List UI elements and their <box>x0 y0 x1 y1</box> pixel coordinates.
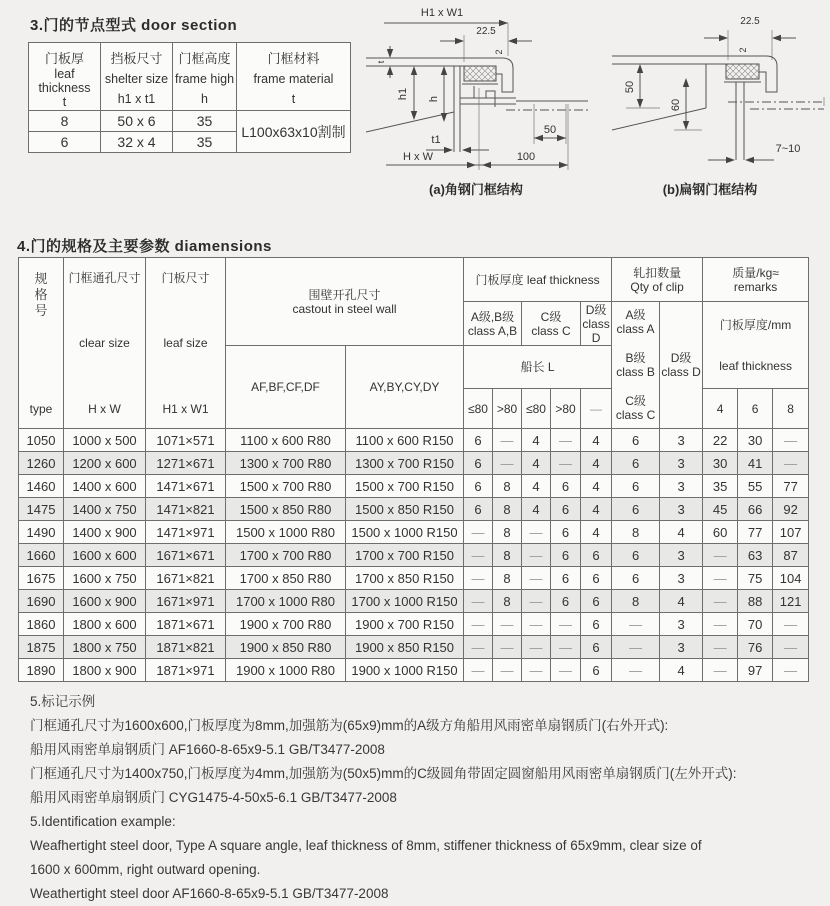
cell: 8 <box>493 521 522 544</box>
castout-en: castout in steel wall <box>292 301 397 316</box>
diagram-flat-steel-frame <box>598 2 830 200</box>
cell: 121 <box>773 590 809 613</box>
cell: — <box>703 613 738 636</box>
cell: 4 <box>581 521 612 544</box>
col-th-8: 8 <box>773 389 809 429</box>
cell: — <box>773 659 809 682</box>
cell: 1471×971 <box>146 521 226 544</box>
cell: 1660 <box>19 544 64 567</box>
cell: 1700 x 1000 R80 <box>226 590 346 613</box>
col-le80-c: ≤80 <box>522 389 551 429</box>
leaf-mm-zh: 门板厚度/mm <box>719 317 792 332</box>
cell: 6 <box>581 636 612 659</box>
dim-label-h1w1: H1 x W1 <box>420 7 464 19</box>
cell: — <box>773 613 809 636</box>
cell: 4 <box>581 452 612 475</box>
cell: 55 <box>738 475 773 498</box>
clip-c-en: class C <box>615 408 656 422</box>
cell: 107 <box>773 521 809 544</box>
cell: 6 <box>612 544 660 567</box>
leaf-sym: H1 x W1 <box>162 401 209 416</box>
col-d-dash: — <box>581 389 612 429</box>
cell: — <box>612 613 660 636</box>
cell: 104 <box>773 567 809 590</box>
cell: 1700 x 850 R80 <box>226 567 346 590</box>
cell: 1700 x 850 R150 <box>346 567 464 590</box>
remarks-en: remarks <box>733 279 778 294</box>
remarks-zh: 质量/kg≈ <box>732 265 779 280</box>
cell: 6 <box>551 475 581 498</box>
cell: 3 <box>660 475 703 498</box>
col-castout-ay: AY,BY,CY,DY <box>346 346 464 429</box>
cell: 1800 x 600 <box>64 613 146 636</box>
cell: 8 <box>493 498 522 521</box>
diagram-a-caption: (a)角钢门框结构 <box>429 182 523 197</box>
cell: 1471×821 <box>146 498 226 521</box>
table-row <box>19 429 809 452</box>
cell: — <box>551 452 581 475</box>
class-c-zh: C级 <box>540 309 562 324</box>
col-label-sym: h1 x t1 <box>117 91 156 106</box>
col-shelter-size <box>101 43 173 111</box>
cell: 8 <box>29 111 101 132</box>
cell: 97 <box>738 659 773 682</box>
table-row <box>19 475 809 498</box>
thickness-en: leaf thickness <box>526 272 600 287</box>
cell: — <box>464 567 493 590</box>
cell: — <box>551 429 581 452</box>
cell: 1500 x 850 R150 <box>346 498 464 521</box>
clip-a-zh: A级 <box>625 308 646 322</box>
cell: 6 <box>612 498 660 521</box>
clip-a-en: class A <box>616 322 655 336</box>
cell: 1700 x 1000 R150 <box>346 590 464 613</box>
gasket-hatch <box>464 66 496 81</box>
clip-b-en: class B <box>616 365 655 379</box>
text-line: 船用风雨密单扇钢质门 AF1660-8-65x9-5.1 GB/T3477-2008 <box>30 742 385 757</box>
col-leaf-mm <box>703 302 809 389</box>
cell: — <box>551 636 581 659</box>
cell: 1500 x 700 R150 <box>346 475 464 498</box>
col-clip-d <box>660 302 703 429</box>
cell: 4 <box>522 452 551 475</box>
cell: 6 <box>581 613 612 636</box>
cell: 1900 x 1000 R80 <box>226 659 346 682</box>
cell: 6 <box>581 659 612 682</box>
cell: 8 <box>493 567 522 590</box>
frame-material-cell: L100x63x10割制 <box>237 111 351 153</box>
dim-label-t1: t1 <box>431 134 441 146</box>
cell: — <box>493 429 522 452</box>
clip-d-zh: D级 <box>670 351 692 365</box>
class-ab-en: class A,B <box>467 323 518 338</box>
cell: 1900 x 1000 R150 <box>346 659 464 682</box>
col-castout-af: AF,BF,CF,DF <box>226 346 346 429</box>
dim-label-h: h <box>428 95 440 103</box>
col-remarks-group <box>703 258 809 302</box>
cell: — <box>773 636 809 659</box>
text-line: 门框通孔尺寸为1600x600,门板厚度为8mm,加强筋为(65x9)mm的A级方角船用风雨密单扇钢质门(右外开式): <box>30 718 669 733</box>
cell: 8 <box>493 590 522 613</box>
cell: 6 <box>581 590 612 613</box>
col-class-d <box>581 302 612 346</box>
identification-examples <box>30 690 816 906</box>
table-row <box>19 521 809 544</box>
col-leaf-thickness <box>29 43 101 111</box>
table-row <box>19 590 809 613</box>
table-row <box>19 452 809 475</box>
cell: 1900 x 850 R80 <box>226 636 346 659</box>
col-label-en: frame high <box>174 72 235 86</box>
cell: — <box>464 613 493 636</box>
cell: 3 <box>660 613 703 636</box>
cell: 88 <box>738 590 773 613</box>
cell: 35 <box>173 132 237 153</box>
cell: 1600 x 750 <box>64 567 146 590</box>
cell: 63 <box>738 544 773 567</box>
col-castout <box>226 258 464 346</box>
cell: 4 <box>660 590 703 613</box>
cell: 1800 x 750 <box>64 636 146 659</box>
clip-en: Qty of clip <box>630 279 684 294</box>
dim-label-2: 2 <box>738 47 748 53</box>
cell: — <box>703 544 738 567</box>
cell: — <box>612 659 660 682</box>
cell: 4 <box>581 429 612 452</box>
cell: — <box>612 636 660 659</box>
class-ab-zh: A级,B级 <box>470 309 515 324</box>
col-class-ab <box>464 302 522 346</box>
cell: 1671×821 <box>146 567 226 590</box>
text-line: 门框通孔尺寸为1400x750,门板厚度为4mm,加强筋为(50x5)mm的C级圆角带固定圆窗船用风雨密单扇钢质门(左外开式): <box>30 766 737 781</box>
cell: 1500 x 1000 R150 <box>346 521 464 544</box>
header-row-1 <box>19 258 809 302</box>
cell: — <box>522 613 551 636</box>
cell: 1260 <box>19 452 64 475</box>
cell: 1100 x 600 R150 <box>346 429 464 452</box>
section4-title: 4.门的规格及主要参数 diamensions <box>17 238 272 255</box>
type-en: type <box>29 401 53 416</box>
class-c-en: class C <box>531 323 571 338</box>
cell: 6 <box>551 544 581 567</box>
col-label-zh: 门板厚 <box>44 50 84 66</box>
cell: 6 <box>464 475 493 498</box>
col-frame-material <box>237 43 351 111</box>
cell: — <box>493 452 522 475</box>
text-line: 5.Identification example: <box>30 814 176 829</box>
cell: — <box>522 544 551 567</box>
cell: — <box>773 429 809 452</box>
plate-break-edge <box>366 112 454 132</box>
cell: 76 <box>738 636 773 659</box>
cell: 66 <box>738 498 773 521</box>
cell: 1800 x 900 <box>64 659 146 682</box>
cell: 87 <box>773 544 809 567</box>
table-row <box>19 636 809 659</box>
cell: 6 <box>551 498 581 521</box>
col-label-en: leaf thickness <box>38 66 91 95</box>
cell: 1300 x 700 R80 <box>226 452 346 475</box>
cell: — <box>522 521 551 544</box>
gasket-hatch <box>726 64 759 79</box>
cell: — <box>522 636 551 659</box>
cell: 1271×671 <box>146 452 226 475</box>
cell: 6 <box>612 452 660 475</box>
cell: 45 <box>703 498 738 521</box>
cell: — <box>493 659 522 682</box>
dim-label-50: 50 <box>624 80 636 94</box>
col-th-6: 6 <box>738 389 773 429</box>
cell: 4 <box>660 521 703 544</box>
cell: 1100 x 600 R80 <box>226 429 346 452</box>
cell: 6 <box>551 567 581 590</box>
table-row <box>29 111 351 132</box>
text-line: 1600 x 600mm, right outward opening. <box>30 862 261 877</box>
leaf-en: leaf size <box>163 336 208 350</box>
cell: 1500 x 850 R80 <box>226 498 346 521</box>
col-le80-ab: ≤80 <box>464 389 493 429</box>
dim-label-2: 2 <box>494 49 504 55</box>
cell: 1600 x 600 <box>64 544 146 567</box>
cell: — <box>703 659 738 682</box>
cell: 60 <box>703 521 738 544</box>
section3-title: 3.门的节点型式 door section <box>30 17 238 34</box>
dim-label-50: 50 <box>543 124 557 136</box>
cell: 4 <box>581 498 612 521</box>
col-frame-high <box>173 43 237 111</box>
cell: 1400 x 900 <box>64 521 146 544</box>
table-row <box>19 659 809 682</box>
cell: — <box>464 544 493 567</box>
cell: — <box>522 659 551 682</box>
cell: 41 <box>738 452 773 475</box>
cell: — <box>551 659 581 682</box>
cell: 1900 x 700 R150 <box>346 613 464 636</box>
thickness-zh: 门板厚度 <box>475 272 524 287</box>
cell: 1871×671 <box>146 613 226 636</box>
col-label-sym: t <box>291 91 296 106</box>
cell: 8 <box>612 590 660 613</box>
cell: 3 <box>660 567 703 590</box>
cell: 6 <box>464 498 493 521</box>
diagram-angle-steel-frame <box>356 2 602 200</box>
table-row <box>19 613 809 636</box>
dim-label-60: 60 <box>670 98 682 112</box>
cell: 1871×971 <box>146 659 226 682</box>
text-line: 船用风雨密单扇钢质门 CYG1475-4-50x5-6.1 GB/T3477-2008 <box>30 790 397 805</box>
class-d-zh: D级 <box>585 302 607 317</box>
spec-table-body <box>19 429 809 682</box>
cell: 3 <box>660 429 703 452</box>
cell: 30 <box>738 429 773 452</box>
cell: 35 <box>173 111 237 132</box>
col-type <box>19 258 64 429</box>
cell: 92 <box>773 498 809 521</box>
spec-table <box>18 257 809 682</box>
cell: 1050 <box>19 429 64 452</box>
text-line: Weafhertight steel door, Type A square angle, leaf thickness of 8mm, stiffener thickness of 65x9mm, clear size of <box>30 838 702 853</box>
cell: 6 <box>612 567 660 590</box>
cell: 4 <box>522 498 551 521</box>
cell: 4 <box>660 659 703 682</box>
text-line: Weathertight steel door AF1660-8-65x9-5.1 GB/T3477-2008 <box>30 886 389 901</box>
cell: 1900 x 850 R150 <box>346 636 464 659</box>
cell: 6 <box>612 429 660 452</box>
cell: 4 <box>581 475 612 498</box>
cell: 4 <box>522 429 551 452</box>
cell: 8 <box>493 544 522 567</box>
col-label-sym: t <box>62 94 67 109</box>
cell: — <box>464 659 493 682</box>
col-clear-size <box>64 258 146 429</box>
dim-label-hw: H x W <box>403 151 433 163</box>
cell: 1500 x 1000 R80 <box>226 521 346 544</box>
clip-zh: 轧扣数量 <box>633 265 682 280</box>
cell: 1490 <box>19 521 64 544</box>
col-gt80-ab: >80 <box>493 389 522 429</box>
col-ship-length: 船长 L <box>464 346 612 389</box>
leaf-zh: 门板尺寸 <box>161 270 210 285</box>
cell: 1600 x 900 <box>64 590 146 613</box>
cell: 1000 x 500 <box>64 429 146 452</box>
col-class-c <box>522 302 581 346</box>
table-row <box>19 567 809 590</box>
cell: 1875 <box>19 636 64 659</box>
cell: 75 <box>738 567 773 590</box>
cell: 3 <box>660 636 703 659</box>
cell: 77 <box>773 475 809 498</box>
cell: 6 <box>551 521 581 544</box>
cell: 1860 <box>19 613 64 636</box>
text-line: 5.标记示例 <box>30 694 96 709</box>
clear-sym: H x W <box>88 401 121 416</box>
cell: 6 <box>29 132 101 153</box>
clear-en: clear size <box>79 336 130 350</box>
cell: 1471×671 <box>146 475 226 498</box>
cell: 6 <box>464 429 493 452</box>
cell: 8 <box>612 521 660 544</box>
door-section-table <box>28 42 351 153</box>
cell: 50 x 6 <box>101 111 173 132</box>
cell: 6 <box>581 567 612 590</box>
cell: — <box>703 567 738 590</box>
dim-label-t: t <box>376 60 386 64</box>
cell: 3 <box>660 498 703 521</box>
col-leaf-thickness-group <box>464 258 612 302</box>
cell: — <box>551 613 581 636</box>
col-th-4: 4 <box>703 389 738 429</box>
cell: 1890 <box>19 659 64 682</box>
cell: 1690 <box>19 590 64 613</box>
cell: 1671×671 <box>146 544 226 567</box>
cell: — <box>493 636 522 659</box>
cell: 1300 x 700 R150 <box>346 452 464 475</box>
cell: 1671×971 <box>146 590 226 613</box>
table-row <box>19 498 809 521</box>
clip-c-zh: C级 <box>625 394 646 408</box>
cell: 22 <box>703 429 738 452</box>
cell: — <box>703 590 738 613</box>
door-section-header-row <box>29 43 351 111</box>
clip-d-en: class D <box>661 365 701 379</box>
cell: 1700 x 700 R150 <box>346 544 464 567</box>
cell: — <box>773 452 809 475</box>
cell: 1400 x 600 <box>64 475 146 498</box>
cell: 6 <box>581 544 612 567</box>
cell: 6 <box>612 475 660 498</box>
col-label-zh: 门框材料 <box>267 50 320 66</box>
cell: 1200 x 600 <box>64 452 146 475</box>
col-leaf-size <box>146 258 226 429</box>
col-label-zh: 挡板尺寸 <box>110 50 163 66</box>
cell: 1900 x 700 R80 <box>226 613 346 636</box>
cell: 30 <box>703 452 738 475</box>
castout-zh: 围壁开孔尺寸 <box>308 287 381 302</box>
cell: — <box>493 613 522 636</box>
clip-b-zh: B级 <box>625 351 646 365</box>
col-label-en: shelter size <box>104 72 169 86</box>
col-gt80-c: >80 <box>551 389 581 429</box>
cell: 1700 x 700 R80 <box>226 544 346 567</box>
dim-label-22-5: 22.5 <box>740 16 760 27</box>
cell: 1871×821 <box>146 636 226 659</box>
cell: 1475 <box>19 498 64 521</box>
class-d-en: class D <box>582 316 610 345</box>
cell: 70 <box>738 613 773 636</box>
leaf-mm-en: leaf thickness <box>719 358 792 373</box>
col-label-zh: 门框高度 <box>178 50 231 66</box>
cell: — <box>464 590 493 613</box>
col-clip-group <box>612 258 703 302</box>
cell: — <box>703 636 738 659</box>
cell: 4 <box>522 475 551 498</box>
diagram-b-caption: (b)扁钢门框结构 <box>662 182 758 197</box>
cell: — <box>464 521 493 544</box>
cell: — <box>464 636 493 659</box>
cell: 77 <box>738 521 773 544</box>
cell: — <box>522 567 551 590</box>
cell: 3 <box>660 544 703 567</box>
cell: 1460 <box>19 475 64 498</box>
col-label-en: frame material <box>253 72 334 86</box>
door-section-body <box>29 111 351 153</box>
cell: 1071×571 <box>146 429 226 452</box>
plate-break-edge <box>612 108 706 130</box>
dim-label-h1: h1 <box>397 87 409 101</box>
cell: 1675 <box>19 567 64 590</box>
cell: 35 <box>703 475 738 498</box>
col-clip-abc <box>612 302 660 429</box>
cell: — <box>522 590 551 613</box>
dim-label-100: 100 <box>516 151 536 163</box>
type-zh: 规格号 <box>34 270 48 318</box>
dim-label-22-5: 22.5 <box>476 26 496 37</box>
table-row <box>19 544 809 567</box>
cell: 3 <box>660 452 703 475</box>
dim-label-7-10: 7~10 <box>775 143 801 155</box>
cell: 8 <box>493 475 522 498</box>
cell: 1500 x 700 R80 <box>226 475 346 498</box>
clear-zh: 门框通孔尺寸 <box>68 270 141 285</box>
cell: 6 <box>551 590 581 613</box>
col-label-sym: h <box>201 91 208 106</box>
cell: 32 x 4 <box>101 132 173 153</box>
cell: 1400 x 750 <box>64 498 146 521</box>
cell: 6 <box>464 452 493 475</box>
